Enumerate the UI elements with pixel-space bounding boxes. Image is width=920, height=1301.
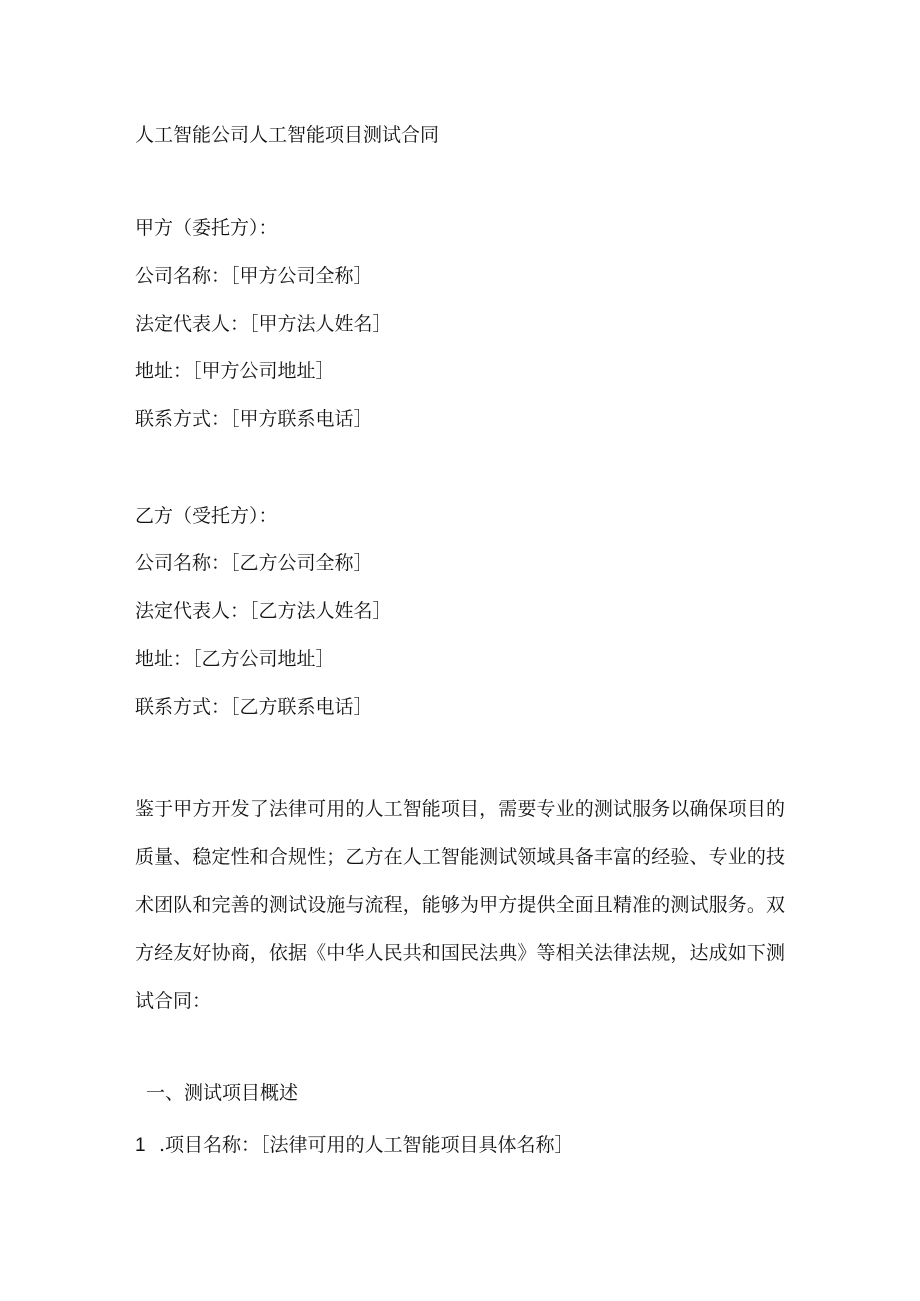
- party-b-legal-rep: 法定代表人：［乙方法人姓名］: [135, 600, 392, 622]
- party-a-contact: 联系方式：［甲方联系电话］: [135, 408, 373, 430]
- party-a-legal-rep: 法定代表人：［甲方法人姓名］: [135, 313, 392, 335]
- party-b-address: 地址：［乙方公司地址］: [135, 648, 335, 670]
- section-1-heading: 一、测试项目概述: [146, 1082, 299, 1104]
- intro-paragraph: 鉴于甲方开发了法律可用的人工智能项目，需要专业的测试服务以确保项目的质量、稳定性和合规性；乙方在人工智能测试领域具备丰富的经验、专业的技术团队和完善的测试设施与流程，能够为甲方提供全面且精准的测试服务。双方经友好协商，依据《中华人民共和国民法典》等相关法律法规，达成如下测试合同：: [135, 798, 785, 1012]
- party-b-company: 公司名称：［乙方公司全称］: [135, 552, 373, 574]
- party-b-heading: 乙方（受托方）：: [135, 505, 278, 527]
- item-text: .项目名称：［法律可用的人工智能项目具体名称］: [159, 1134, 574, 1156]
- party-a-heading: 甲方（委托方）：: [135, 217, 278, 239]
- document-title: 人工智能公司人工智能项目测试合同: [135, 124, 440, 146]
- party-a-address: 地址：［甲方公司地址］: [135, 360, 335, 382]
- section-1-item-1: [135, 1133, 574, 1158]
- item-number: 1: [135, 1135, 146, 1156]
- party-b-contact: 联系方式：［乙方联系电话］: [135, 696, 373, 718]
- party-a-company: 公司名称：［甲方公司全称］: [135, 265, 373, 287]
